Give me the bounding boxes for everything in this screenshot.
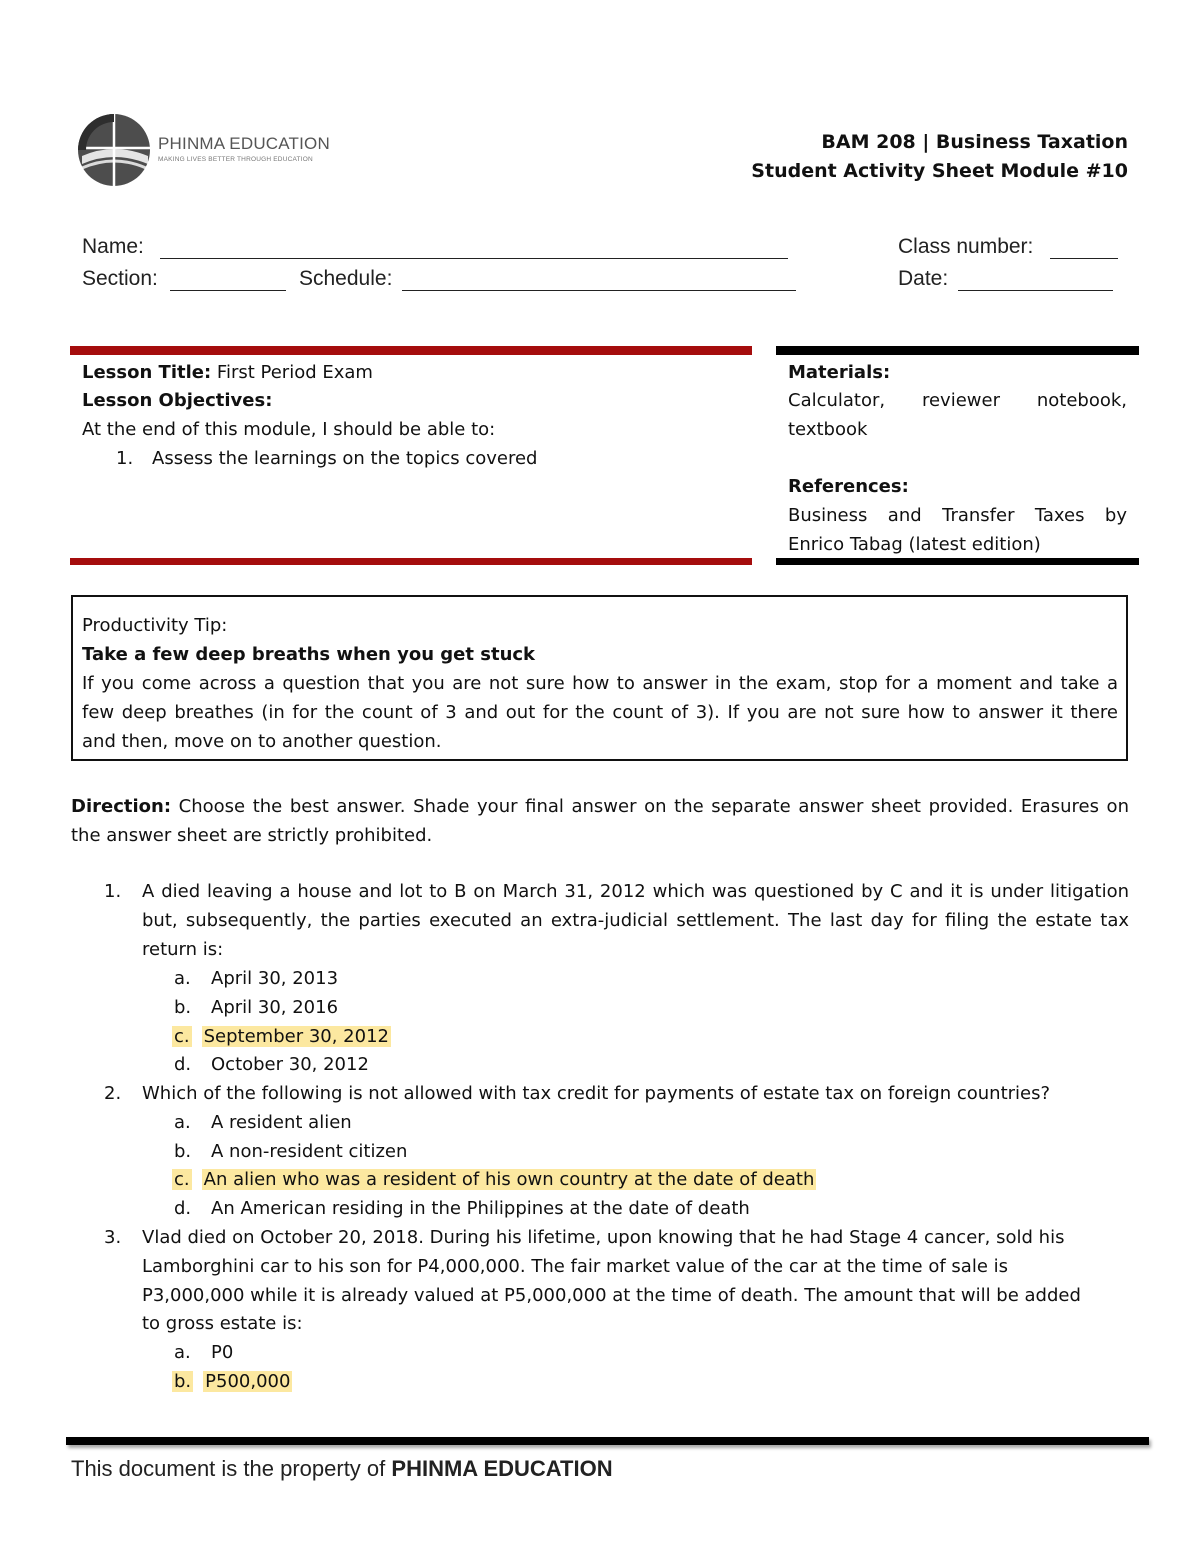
option-text: October 30, 2012	[211, 1054, 369, 1075]
lesson-title	[82, 359, 373, 387]
materials-line-2: textbook	[788, 419, 868, 440]
course-title: BAM 208 | Business Taxation	[821, 131, 1128, 153]
productivity-tip-box	[71, 595, 1128, 761]
section-field[interactable]	[170, 290, 286, 291]
phinma-logo	[74, 112, 344, 188]
references-line-2: Enrico Tabag (latest edition)	[788, 534, 1041, 555]
tip-line-2: few deep breathes (in for the count of 3 and out for the count of 3). If you are not sure how to answer it there	[82, 702, 1118, 723]
date-field[interactable]	[958, 290, 1113, 291]
tip-label: Productivity Tip:	[82, 615, 228, 636]
option-text: An alien who was a resident of his own country at the date of death	[203, 1169, 815, 1190]
direction-text: Choose the best answer. Shade your final answer on the separate answer sheet provided. Erasures on	[178, 796, 1129, 817]
sheet-title: Student Activity Sheet Module #10	[751, 160, 1128, 182]
logo-tagline: MAKING LIVES BETTER THROUGH EDUCATION	[158, 156, 313, 163]
question-1-line-1: A died leaving a house and lot to B on March 31, 2012 which was questioned by C and it is under litigation	[142, 881, 1129, 902]
option-text: P0	[211, 1342, 234, 1363]
question-3-number: 3.	[104, 1227, 122, 1248]
logo-org-name: PHINMA EDUCATION	[158, 134, 330, 153]
tip-heading: Take a few deep breaths when you get stuck	[82, 644, 536, 665]
option-letter: b.	[174, 1371, 192, 1392]
direction-line-1	[71, 792, 1129, 821]
footer-text	[71, 1456, 613, 1482]
references-label: References:	[788, 476, 909, 497]
option-letter[interactable]: a.	[174, 1342, 191, 1363]
name-field[interactable]	[160, 258, 788, 259]
option-letter[interactable]: b.	[174, 997, 192, 1018]
question-3-line-3: P3,000,000 while it is already valued at P5,000,000 at the time of death. The amount that will be added	[142, 1285, 1081, 1306]
schedule-field[interactable]	[402, 290, 796, 291]
option-text: A resident alien	[211, 1112, 352, 1133]
lesson-objectives-intro: At the end of this module, I should be able to:	[82, 419, 496, 440]
direction-label: Direction:	[71, 796, 172, 817]
option-text: P500,000	[205, 1371, 291, 1392]
question-2-line-1: Which of the following is not allowed with tax credit for payments of estate tax on foreign countries?	[142, 1083, 1051, 1104]
option-letter[interactable]: b.	[174, 1141, 192, 1162]
question-3-line-2: Lamborghini car to his son for P4,000,000. The fair market value of the car at the time of sale is	[142, 1256, 1009, 1277]
schedule-label: Schedule:	[299, 267, 393, 290]
highlighted-answer[interactable]	[172, 1165, 816, 1194]
footer-prefix: This document is the property of	[71, 1456, 386, 1481]
tip-line-3: and then, move on to another question.	[82, 731, 442, 752]
class-number-label: Class number:	[898, 235, 1034, 258]
materials-bottom-bar	[776, 558, 1139, 565]
question-1-line-3: return is:	[142, 939, 224, 960]
materials-top-bar	[776, 346, 1139, 355]
footer-owner: PHINMA EDUCATION	[391, 1456, 613, 1481]
option-letter[interactable]: d.	[174, 1054, 192, 1075]
objective-text: Assess the learnings on the topics covered	[152, 448, 538, 469]
date-label: Date:	[898, 267, 949, 290]
option-letter: c.	[174, 1026, 190, 1047]
name-label: Name:	[82, 235, 144, 258]
highlighted-answer[interactable]	[172, 1367, 292, 1396]
objective-number: 1.	[116, 448, 134, 469]
option-text: April 30, 2016	[211, 997, 339, 1018]
direction-line-2: the answer sheet are strictly prohibited.	[71, 825, 433, 846]
option-letter: c.	[174, 1169, 190, 1190]
option-letter[interactable]: a.	[174, 968, 191, 989]
references-line-1: Business and Transfer Taxes by	[788, 505, 1127, 526]
class-number-field[interactable]	[1050, 258, 1118, 259]
footer-bar	[66, 1437, 1149, 1445]
option-letter[interactable]: d.	[174, 1198, 192, 1219]
materials-line-1: Calculator, reviewer notebook,	[788, 390, 1127, 411]
question-1-number: 1.	[104, 881, 122, 902]
tip-line-1: If you come across a question that you are not sure how to answer in the exam, stop for a moment and take a	[82, 673, 1118, 694]
question-1-line-2: but, subsequently, the parties executed an extra-judicial settlement. The last day for filing the estate tax	[142, 910, 1129, 931]
option-text: April 30, 2013	[211, 968, 339, 989]
option-text: September 30, 2012	[203, 1026, 389, 1047]
question-2-number: 2.	[104, 1083, 122, 1104]
question-3-line-4: to gross estate is:	[142, 1313, 303, 1334]
option-text: An American residing in the Philippines at the date of death	[211, 1198, 750, 1219]
materials-label: Materials:	[788, 362, 891, 383]
section-label: Section:	[82, 267, 158, 290]
lesson-top-bar	[70, 346, 752, 355]
lesson-title-label: Lesson Title:	[82, 362, 212, 383]
phinma-emblem-icon	[74, 112, 156, 188]
lesson-objectives-label: Lesson Objectives:	[82, 390, 273, 411]
option-letter[interactable]: a.	[174, 1112, 191, 1133]
question-3-line-1: Vlad died on October 20, 2018. During his lifetime, upon knowing that he had Stage 4 cancer, sold his	[142, 1227, 1065, 1248]
option-text: A non-resident citizen	[211, 1141, 408, 1162]
lesson-bottom-bar	[70, 558, 752, 565]
lesson-title-value: First Period Exam	[216, 362, 373, 383]
highlighted-answer[interactable]	[172, 1022, 391, 1051]
